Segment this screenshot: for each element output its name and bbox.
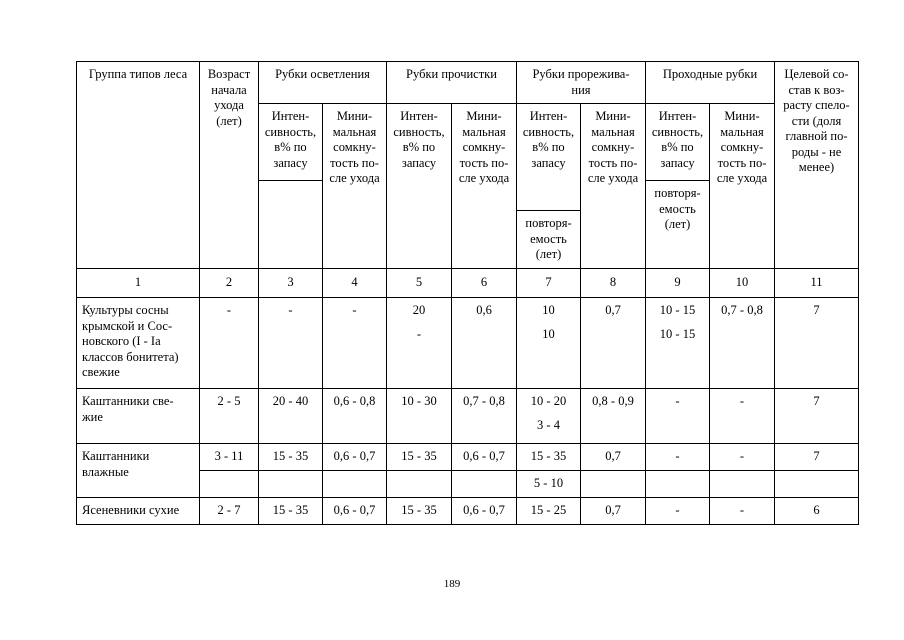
col-num: 2 (200, 269, 259, 298)
cell-empty (775, 471, 859, 498)
cell-value: 10 (542, 326, 555, 341)
cell: - (259, 298, 323, 389)
header-repeat-9: повторя- емость (лет) (646, 181, 710, 269)
cell: - (710, 444, 775, 471)
cell (646, 298, 710, 389)
page-number: 189 (443, 578, 461, 590)
header-empty-3 (259, 181, 323, 269)
cell-value: - (416, 326, 422, 341)
col-num: 7 (517, 269, 581, 298)
header-min-density-4: Мини- мальная сомкну- тость по- сле ухода (323, 104, 387, 269)
cell: 7 (775, 389, 859, 444)
table-row (77, 298, 859, 389)
cell: 0,7 - 0,8 (710, 298, 775, 389)
cell-value: 10 (542, 303, 555, 317)
cell: 2 - 7 (200, 498, 259, 525)
cell: 0,6 - 0,8 (323, 389, 387, 444)
row-group: Каштанники све- жие (77, 389, 200, 444)
cell: 20 - 40 (259, 389, 323, 444)
col-num: 5 (387, 269, 452, 298)
cell-value: 10 - 15 (659, 326, 696, 341)
cell: - (710, 389, 775, 444)
header-prochistka: Рубки прочистки (387, 62, 517, 104)
col-num: 11 (775, 269, 859, 298)
cell-empty (200, 471, 259, 498)
cell-value: 3 - 4 (537, 417, 560, 432)
cell: 2 - 5 (200, 389, 259, 444)
cell-empty (387, 471, 452, 498)
cell: 0,6 - 0,7 (452, 498, 517, 525)
cell: 5 - 10 (517, 471, 581, 498)
header-forest-group: Группа типов леса (77, 62, 200, 269)
cell-value: 20 (412, 303, 426, 317)
cell: - (646, 444, 710, 471)
header-intensity-9: Интен- сивность, в% по запасу (646, 104, 710, 181)
cell: 15 - 35 (387, 498, 452, 525)
header-repeat-7: повторя- емость (лет) (517, 211, 581, 269)
cell (517, 298, 581, 389)
column-numbers-row (77, 269, 859, 298)
cell: 0,7 (581, 498, 646, 525)
header-prohodnye: Проходные рубки (646, 62, 775, 104)
col-num: 6 (452, 269, 517, 298)
cell: 15 - 35 (387, 444, 452, 471)
col-num: 10 (710, 269, 775, 298)
cell: 0,6 - 0,7 (323, 498, 387, 525)
col-num: 9 (646, 269, 710, 298)
cell: 0,7 - 0,8 (452, 389, 517, 444)
table-row (77, 498, 859, 525)
row-group: Каштанники влажные (77, 444, 200, 498)
table-row (77, 389, 859, 444)
col-num: 8 (581, 269, 646, 298)
cell: 15 - 25 (517, 498, 581, 525)
cell-empty (259, 471, 323, 498)
col-num: 4 (323, 269, 387, 298)
cell-value: 10 - 20 (530, 394, 567, 408)
header-prorezhivanie: Рубки прорежива- ния (517, 62, 646, 104)
header-min-density-6: Мини- мальная сомкну- тость по- сле ухода (452, 104, 517, 269)
cell-empty (581, 471, 646, 498)
table-row (77, 444, 859, 471)
header-min-density-8: Мини- мальная сомкну- тость по- сле ухода (581, 104, 646, 269)
cell-empty (452, 471, 517, 498)
cell: 7 (775, 298, 859, 389)
header-intensity-7: Интен- сивность, в% по запасу (517, 104, 581, 211)
cell: 0,6 - 0,7 (323, 444, 387, 471)
cell: 0,8 - 0,9 (581, 389, 646, 444)
cell: 0,7 (581, 444, 646, 471)
cell: - (710, 498, 775, 525)
cell: - (646, 389, 710, 444)
col-num: 3 (259, 269, 323, 298)
cell: - (646, 498, 710, 525)
cell: 0,6 (452, 298, 517, 389)
cell: 3 - 11 (200, 444, 259, 471)
cell: 15 - 35 (259, 444, 323, 471)
cell: 0,6 - 0,7 (452, 444, 517, 471)
cell: 7 (775, 444, 859, 471)
cell: 0,7 (581, 298, 646, 389)
header-start-age: Возраст начала ухода (лет) (200, 62, 259, 269)
cell: 6 (775, 498, 859, 525)
cell: - (323, 298, 387, 389)
cell-value: 10 - 15 (659, 303, 696, 317)
row-group: Ясеневники сухие (77, 498, 200, 525)
cell: 10 - 30 (387, 389, 452, 444)
cell (387, 298, 452, 389)
cell (517, 389, 581, 444)
cell: - (200, 298, 259, 389)
cell-empty (646, 471, 710, 498)
cell: 15 - 35 (517, 444, 581, 471)
cell-empty (710, 471, 775, 498)
header-intensity-5: Интен- сивность, в% по запасу (387, 104, 452, 269)
forest-care-table (76, 61, 859, 525)
cell: 15 - 35 (259, 498, 323, 525)
col-num: 1 (77, 269, 200, 298)
cell-empty (323, 471, 387, 498)
header-osvetlenie: Рубки осветления (259, 62, 387, 104)
header-target-composition: Целевой со- став к воз- расту спело- сти (доля главной по- роды - не менее) (775, 62, 859, 269)
row-group: Культуры сосны крымской и Сос- новского (I - Ia классов бонитета) свежие (77, 298, 200, 389)
header-min-density-10: Мини- мальная сомкну- тость по- сле ухода (710, 104, 775, 269)
header-intensity-3: Интен- сивность, в% по запасу (259, 104, 323, 181)
